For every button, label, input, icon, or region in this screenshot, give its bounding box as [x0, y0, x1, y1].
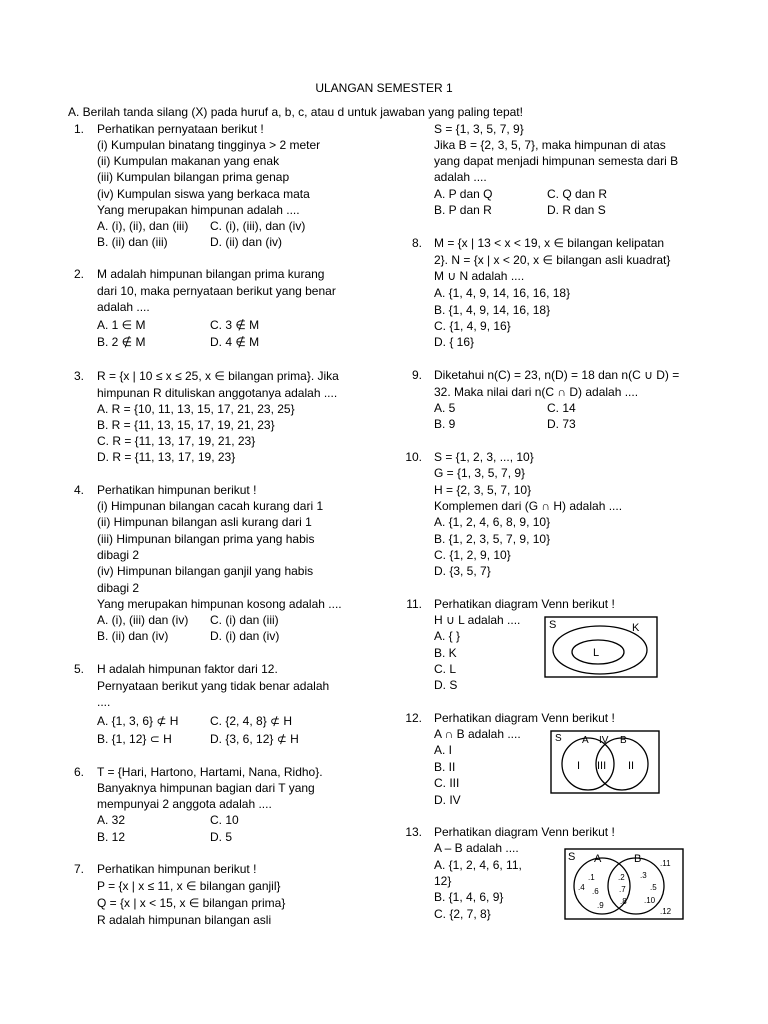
option-a[interactable]: A. {1, 4, 9, 14, 16, 16, 18} — [434, 286, 571, 300]
question-number: 6. — [73, 765, 84, 779]
option-a[interactable]: A. P dan Q — [434, 187, 493, 201]
option-a[interactable]: A. (i), (ii), dan (iii) — [97, 219, 189, 233]
option-b[interactable]: B. (ii) dan (iv) — [97, 629, 169, 643]
question-text: (iv) Kumpulan siswa yang berkaca mata — [97, 187, 310, 201]
question-text: Diketahui n(C) = 23, n(D) = 18 dan n(C ∪ D) = — [434, 368, 680, 382]
option-c[interactable]: C. L — [434, 662, 457, 676]
question-text: M = {x | 13 < x < 19, x ∈ bilangan kelipatan — [434, 236, 665, 250]
question-number: 5. — [73, 662, 84, 676]
option-a[interactable]: A. {1, 2, 4, 6, 8, 9, 10} — [434, 515, 551, 529]
option-d[interactable]: D. {3, 6, 12} ⊄ H — [210, 732, 299, 746]
option-c[interactable]: C. 3 ∉ M — [210, 318, 260, 332]
question-text: P = {x | x ≤ 11, x ∈ bilangan ganjil} — [97, 879, 281, 893]
venn-value: .12 — [660, 907, 672, 916]
question-number: 9. — [411, 368, 422, 382]
venn-label-b: B — [620, 735, 627, 746]
question-text: H ∪ L adalah .... — [434, 613, 521, 627]
venn-label-a: A — [594, 853, 602, 865]
question-text: (i) Himpunan bilangan cacah kurang dari 1 — [97, 499, 324, 513]
option-a[interactable]: A. 5 — [434, 401, 456, 415]
question-text: Jika B = {2, 3, 5, 7}, maka himpunan di atas — [434, 138, 666, 152]
venn-label-l: L — [593, 647, 600, 659]
option-c[interactable]: C. 10 — [210, 813, 239, 827]
question-text: (ii) Kumpulan makanan yang enak — [97, 154, 280, 168]
venn-label-s: S — [549, 619, 557, 631]
question-text: (i) Kumpulan binatang tingginya > 2 meter — [97, 138, 321, 152]
option-c[interactable]: C. 14 — [547, 401, 576, 415]
venn-value: .4 — [578, 883, 585, 892]
venn-value: .11 — [660, 859, 671, 868]
question-text: Yang merupakan himpunan kosong adalah .... — [97, 597, 342, 611]
question-number: 2. — [73, 267, 84, 281]
instruction: A. Berilah tanda silang (X) pada huruf a, b, c, atau d untuk jawaban yang paling tepat! — [68, 105, 523, 119]
option-a[interactable]: A. {1, 2, 4, 6, 11, — [434, 858, 522, 872]
venn-value: .10 — [644, 896, 656, 905]
question-text: Yang merupakan himpunan adalah .... — [97, 203, 300, 217]
venn-value: .9 — [597, 901, 604, 910]
venn-region-iii: III — [597, 760, 607, 772]
question-text: dibagi 2 — [97, 581, 140, 595]
option-d[interactable]: D. 5 — [210, 830, 233, 844]
option-a-continued: 12} — [434, 874, 452, 888]
option-c[interactable]: C. Q dan R — [547, 187, 608, 201]
option-b[interactable]: B. 12 — [97, 830, 126, 844]
option-b[interactable]: B. 9 — [434, 417, 456, 431]
option-d[interactable]: D. (i) dan (iv) — [210, 629, 280, 643]
question-text: R adalah himpunan bilangan asli — [97, 913, 272, 927]
option-c[interactable]: C. {1, 4, 9, 16} — [434, 319, 511, 333]
venn-value: .5 — [650, 883, 657, 892]
question-text: (iii) Himpunan bilangan prima yang habis — [97, 532, 315, 546]
question-number: 3. — [73, 369, 84, 383]
question-text: Perhatikan diagram Venn berikut ! — [434, 597, 615, 611]
option-b[interactable]: B. (ii) dan (iii) — [97, 235, 168, 249]
question-text: 2}. N = {x | x < 20, x ∈ bilangan asli kuadrat} — [434, 253, 671, 267]
venn-value: .6 — [592, 887, 599, 896]
question-text: himpunan R dituliskan anggotanya adalah .... — [97, 386, 338, 400]
option-b[interactable]: B. P dan R — [434, 203, 492, 217]
page-title: ULANGAN SEMESTER 1 — [315, 81, 453, 95]
option-c[interactable]: C. {2, 7, 8} — [434, 907, 491, 921]
option-c[interactable]: C. III — [434, 776, 460, 790]
venn-diagram-q12 — [550, 730, 660, 797]
venn-region-i: I — [577, 760, 581, 772]
venn-value: .3 — [640, 871, 647, 880]
question-text: Pernyataan berikut yang tidak benar adalah — [97, 679, 330, 693]
question-text: Perhatikan diagram Venn berikut ! — [434, 711, 615, 725]
venn-value: .2 — [618, 873, 625, 882]
option-b[interactable]: B. 2 ∉ M — [97, 335, 146, 349]
question-text: dibagi 2 — [97, 548, 140, 562]
option-b[interactable]: B. II — [434, 760, 456, 774]
question-text: H = {2, 3, 5, 7, 10} — [434, 483, 532, 497]
question-number: 8. — [411, 236, 422, 250]
option-c[interactable]: C. (i), (iii), dan (iv) — [210, 219, 306, 233]
venn-label-k: K — [632, 622, 640, 634]
question-text: yang dapat menjadi himpunan semesta dari B — [434, 154, 679, 168]
option-a[interactable]: A. { } — [434, 629, 461, 643]
option-d[interactable]: D. {3, 5, 7} — [434, 564, 491, 578]
question-text: adalah .... — [434, 170, 487, 184]
option-d[interactable]: D. IV — [434, 793, 461, 807]
question-text: (ii) Himpunan bilangan asli kurang dari 1 — [97, 515, 312, 529]
option-b[interactable]: B. {1, 4, 9, 14, 16, 18} — [434, 303, 551, 317]
venn-label-b: B — [634, 853, 642, 865]
option-b[interactable]: B. R = {11, 13, 15, 17, 19, 21, 23} — [97, 418, 275, 432]
option-b[interactable]: B. K — [434, 646, 457, 660]
option-d[interactable]: D. (ii) dan (iv) — [210, 235, 283, 249]
option-b[interactable]: B. {1, 12} ⊂ H — [97, 732, 172, 746]
question-number: 12. — [405, 711, 422, 725]
question-number: 4. — [73, 483, 84, 497]
question-text: R = {x | 10 ≤ x ≤ 25, x ∈ bilangan prima}. Jika — [97, 369, 339, 383]
option-a[interactable]: A. (i), (iii) dan (iv) — [97, 613, 189, 627]
question-text: A ∩ B adalah .... — [434, 727, 521, 741]
question-text: (iii) Kumpulan bilangan prima genap — [97, 170, 290, 184]
question-text: H adalah himpunan faktor dari 12. — [97, 662, 278, 676]
question-number: 10. — [405, 450, 422, 464]
question-text: adalah .... — [97, 300, 150, 314]
question-text: .... — [97, 695, 111, 709]
question-text: Q = {x | x < 15, x ∈ bilangan prima} — [97, 896, 286, 910]
option-d[interactable]: D. 4 ∉ M — [210, 335, 260, 349]
option-c[interactable]: C. {1, 2, 9, 10} — [434, 548, 511, 562]
venn-diagram-q13 — [564, 848, 684, 923]
question-text: A – B adalah .... — [434, 841, 519, 855]
option-d[interactable]: D. { 16} — [434, 335, 475, 349]
question-text: T = {Hari, Hartono, Hartami, Nana, Ridho}. — [97, 765, 323, 779]
option-b[interactable]: B. {1, 4, 6, 9} — [434, 890, 504, 904]
venn-label-s: S — [568, 851, 576, 863]
question-number: 11. — [406, 597, 422, 611]
question-text: 32. Maka nilai dari n(C ∩ D) adalah .... — [434, 385, 639, 399]
venn-value: .7 — [619, 885, 626, 894]
option-d[interactable]: D. R dan S — [547, 203, 606, 217]
question-text: Perhatikan diagram Venn berikut ! — [434, 825, 615, 839]
option-d[interactable]: D. R = {11, 13, 17, 19, 23} — [97, 450, 236, 464]
question-text: M adalah himpunan bilangan prima kurang — [97, 267, 325, 281]
question-number: 13. — [405, 825, 422, 839]
question-text: S = {1, 3, 5, 7, 9} — [434, 122, 524, 136]
option-a[interactable]: A. {1, 3, 6} ⊄ H — [97, 714, 179, 728]
question-text: dari 10, maka pernyataan berikut yang benar — [97, 284, 336, 298]
question-text: Komplemen dari (G ∩ H) adalah .... — [434, 499, 623, 513]
venn-value: .8 — [620, 897, 627, 906]
question-text: (iv) Himpunan bilangan ganjil yang habis — [97, 564, 314, 578]
question-number: 1. — [73, 122, 84, 136]
option-a[interactable]: A. I — [434, 743, 453, 757]
option-c[interactable]: C. (i) dan (iii) — [210, 613, 279, 627]
venn-region-ii: II — [628, 760, 635, 772]
question-text: Perhatikan himpunan berikut ! — [97, 862, 257, 876]
option-c[interactable]: C. R = {11, 13, 17, 19, 21, 23} — [97, 434, 256, 448]
option-d[interactable]: D. S — [434, 678, 458, 692]
venn-label-a: A — [582, 735, 589, 746]
option-c[interactable]: C. {2, 4, 8} ⊄ H — [210, 714, 293, 728]
venn-label-iv: IV — [599, 735, 609, 746]
question-text: S = {1, 2, 3, ..., 10} — [434, 450, 534, 464]
venn-value: .1 — [588, 873, 595, 882]
question-text: mempunyai 2 anggota adalah .... — [97, 797, 272, 811]
question-text: Banyaknya himpunan bagian dari T yang — [97, 781, 315, 795]
option-b[interactable]: B. {1, 2, 3, 5, 7, 9, 10} — [434, 532, 551, 546]
venn-label-s: S — [555, 733, 562, 744]
venn-diagram-q11 — [544, 616, 658, 681]
option-d[interactable]: D. 73 — [547, 417, 576, 431]
question-text: G = {1, 3, 5, 7, 9} — [434, 466, 526, 480]
option-a[interactable]: A. 1 ∈ M — [97, 318, 146, 332]
question-text: M ∪ N adalah .... — [434, 269, 525, 283]
option-a[interactable]: A. 32 — [97, 813, 126, 827]
question-text: Perhatikan pernyataan berikut ! — [97, 122, 264, 136]
question-text: Perhatikan himpunan berikut ! — [97, 483, 257, 497]
option-a[interactable]: A. R = {10, 11, 13, 15, 17, 21, 23, 25} — [97, 402, 295, 416]
question-number: 7. — [73, 862, 84, 876]
